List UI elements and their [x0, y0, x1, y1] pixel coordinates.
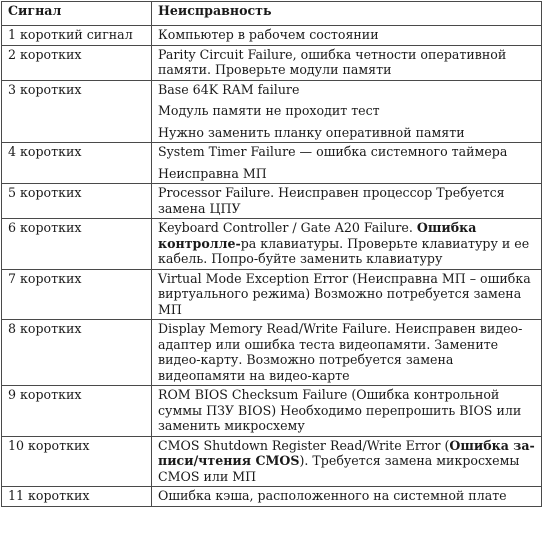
fault-cell: [152, 143, 542, 184]
fault-text: ра клавиатуры. Проверьте клавиатуру и ее кабель. Попро-буйте заменить клавиатуру: [158, 235, 530, 266]
beep-codes-table: [1, 1, 542, 507]
signal-cell: 1 короткий сигнал: [2, 26, 152, 46]
fault-text: Компьютер в рабочем состоянии: [158, 27, 379, 42]
table-row: [2, 219, 542, 270]
table-row: [2, 45, 542, 80]
signal-cell: 8 коротких: [2, 320, 152, 386]
table-row: [2, 26, 542, 46]
table-row: [2, 436, 542, 487]
fault-cell: [152, 436, 542, 487]
fault-paragraph: [158, 103, 535, 119]
fault-text: Ошибка кэша, расположенного на системной плате: [158, 488, 507, 503]
fault-text: ROM BIOS Checksum Failure (Ошибка контрольной суммы ПЗУ BIOS) Необходимо перепрошить BIOS или заменить микросхему: [158, 387, 522, 433]
header-signal: Сигнал: [2, 2, 152, 26]
fault-paragraph: [158, 438, 535, 485]
fault-paragraph: [158, 27, 535, 43]
table-row: [2, 269, 542, 320]
fault-cell: [152, 26, 542, 46]
table-header-row: [2, 2, 542, 26]
fault-text: Processor Failure. Неисправен процессор Требуется замена ЦПУ: [158, 185, 505, 216]
fault-paragraph: [158, 271, 535, 318]
fault-paragraph: [158, 488, 535, 504]
fault-text: Display Memory Read/Write Failure. Неисправен видео-адаптер или ошибка теста видеопамяти. Замените видео-карту. Возможно потребуется замена видеопамяти на видео-карте: [158, 321, 523, 383]
signal-cell: 4 коротких: [2, 143, 152, 184]
table-row: [2, 386, 542, 437]
fault-paragraph: [158, 185, 535, 216]
fault-text: Нужно заменить планку оперативной памяти: [158, 124, 465, 140]
signal-cell: 2 коротких: [2, 45, 152, 80]
fault-text: Virtual Mode Exception Error (Неисправна МП – ошибка виртуального режима) Возможно потребуется замена МП: [158, 270, 531, 317]
fault-text-bold: Ошибка контролле-: [158, 220, 477, 251]
fault-paragraph: [158, 47, 535, 78]
table-row: [2, 80, 542, 143]
fault-cell: [152, 487, 542, 507]
fault-text: Keyboard Controller / Gate A20 Failure.: [158, 220, 417, 235]
signal-cell: 7 коротких: [2, 269, 152, 320]
fault-text: System Timer Failure — ошибка системного таймера: [158, 144, 508, 159]
fault-cell: [152, 45, 542, 80]
fault-paragraph: [158, 82, 535, 98]
fault-cell: [152, 184, 542, 219]
fault-text: Base 64K RAM failure: [158, 81, 300, 97]
table-body: [2, 26, 542, 507]
table-row: [2, 487, 542, 507]
fault-text: ). Требуется замена микросхемы CMOS или МП: [158, 453, 520, 484]
fault-paragraph: [158, 321, 535, 383]
fault-paragraph: [158, 166, 535, 182]
fault-cell: [152, 386, 542, 437]
fault-text: Parity Circuit Failure, ошибка четности оперативной памяти. Проверьте модули памяти: [158, 46, 507, 77]
fault-paragraph: [158, 144, 535, 160]
table-row: [2, 320, 542, 386]
fault-cell: [152, 269, 542, 320]
table-row: [2, 184, 542, 219]
table-row: [2, 143, 542, 184]
header-fault: Неисправность: [152, 2, 542, 26]
signal-cell: 10 коротких: [2, 436, 152, 487]
signal-cell: 9 коротких: [2, 386, 152, 437]
fault-paragraph: [158, 125, 535, 141]
fault-paragraph: [158, 387, 535, 434]
signal-cell: 3 коротких: [2, 80, 152, 143]
fault-text-bold: Ошибка за-писи/чтения CMOS: [158, 437, 535, 468]
fault-text: CMOS Shutdown Register Read/Write Error (: [158, 437, 450, 453]
signal-cell: 5 коротких: [2, 184, 152, 219]
fault-cell: [152, 80, 542, 143]
fault-text: Неисправна МП: [158, 165, 267, 181]
fault-cell: [152, 219, 542, 270]
fault-cell: [152, 320, 542, 386]
signal-cell: 11 коротких: [2, 487, 152, 507]
fault-text: Модуль памяти не проходит тест: [158, 103, 380, 118]
signal-cell: 6 коротких: [2, 219, 152, 270]
fault-paragraph: [158, 220, 535, 267]
